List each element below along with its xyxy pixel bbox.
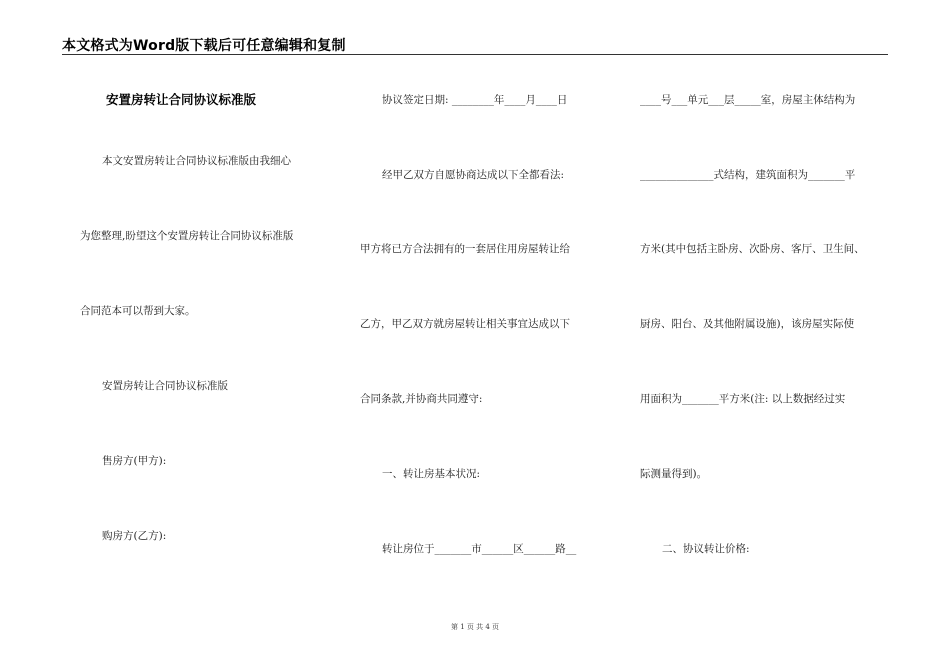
paragraph-line: 合同范本可以帮到大家。: [80, 305, 196, 317]
document-title: 安置房转让合同协议标准版: [106, 92, 257, 107]
column-left: [0, 0, 330, 672]
paragraph-line: ______________式结构，建筑面积为_______平: [640, 169, 856, 181]
paragraph-line: 经甲乙双方自愿协商达成以下全都看法:: [382, 169, 565, 181]
page-number: 第 1 页 共 4 页: [450, 623, 500, 631]
paragraph-line: 方米(其中包括主卧房、次卧房、客厅、卫生间、: [640, 243, 865, 255]
seller-label: 售房方(甲方):: [102, 455, 167, 467]
paragraph-line: 协议签定日期: ________年____月____日: [382, 94, 568, 106]
paragraph-line: 为您整理,盼望这个安置房转让合同协议标准版: [80, 230, 294, 242]
section-heading: 安置房转让合同协议标准版: [102, 380, 228, 392]
header-banner-text: 本文格式为Word版下载后可任意编辑和复制: [62, 38, 346, 54]
paragraph-line: 厨房、阳台、及其他附属设施)，该房屋实际使: [640, 318, 855, 330]
section-heading: 二、协议转让价格:: [662, 543, 750, 555]
paragraph-line: 用面积为_______平方米(注: 以上数据经过实: [640, 393, 846, 405]
column-right: [630, 0, 910, 672]
paragraph-line: 际测量得到)。: [640, 468, 708, 480]
section-heading: 一、转让房基本状况:: [382, 468, 481, 480]
paragraph-line: 合同条款,并协商共同遵守:: [360, 393, 483, 405]
paragraph-line: 乙方，甲乙双方就房屋转让相关事宜达成以下: [360, 318, 570, 330]
paragraph-line: 甲方将已方合法拥有的一套居住用房屋转让给: [360, 243, 570, 255]
paragraph-line: 本文安置房转让合同协议标准版由我细心: [102, 155, 291, 167]
paragraph-line: ____号___单元___层_____室，房屋主体结构为: [640, 94, 856, 106]
buyer-label: 购房方(乙方):: [102, 530, 167, 542]
paragraph-line: 转让房位于_______市______区______路__: [382, 543, 577, 555]
column-middle: [340, 0, 630, 672]
